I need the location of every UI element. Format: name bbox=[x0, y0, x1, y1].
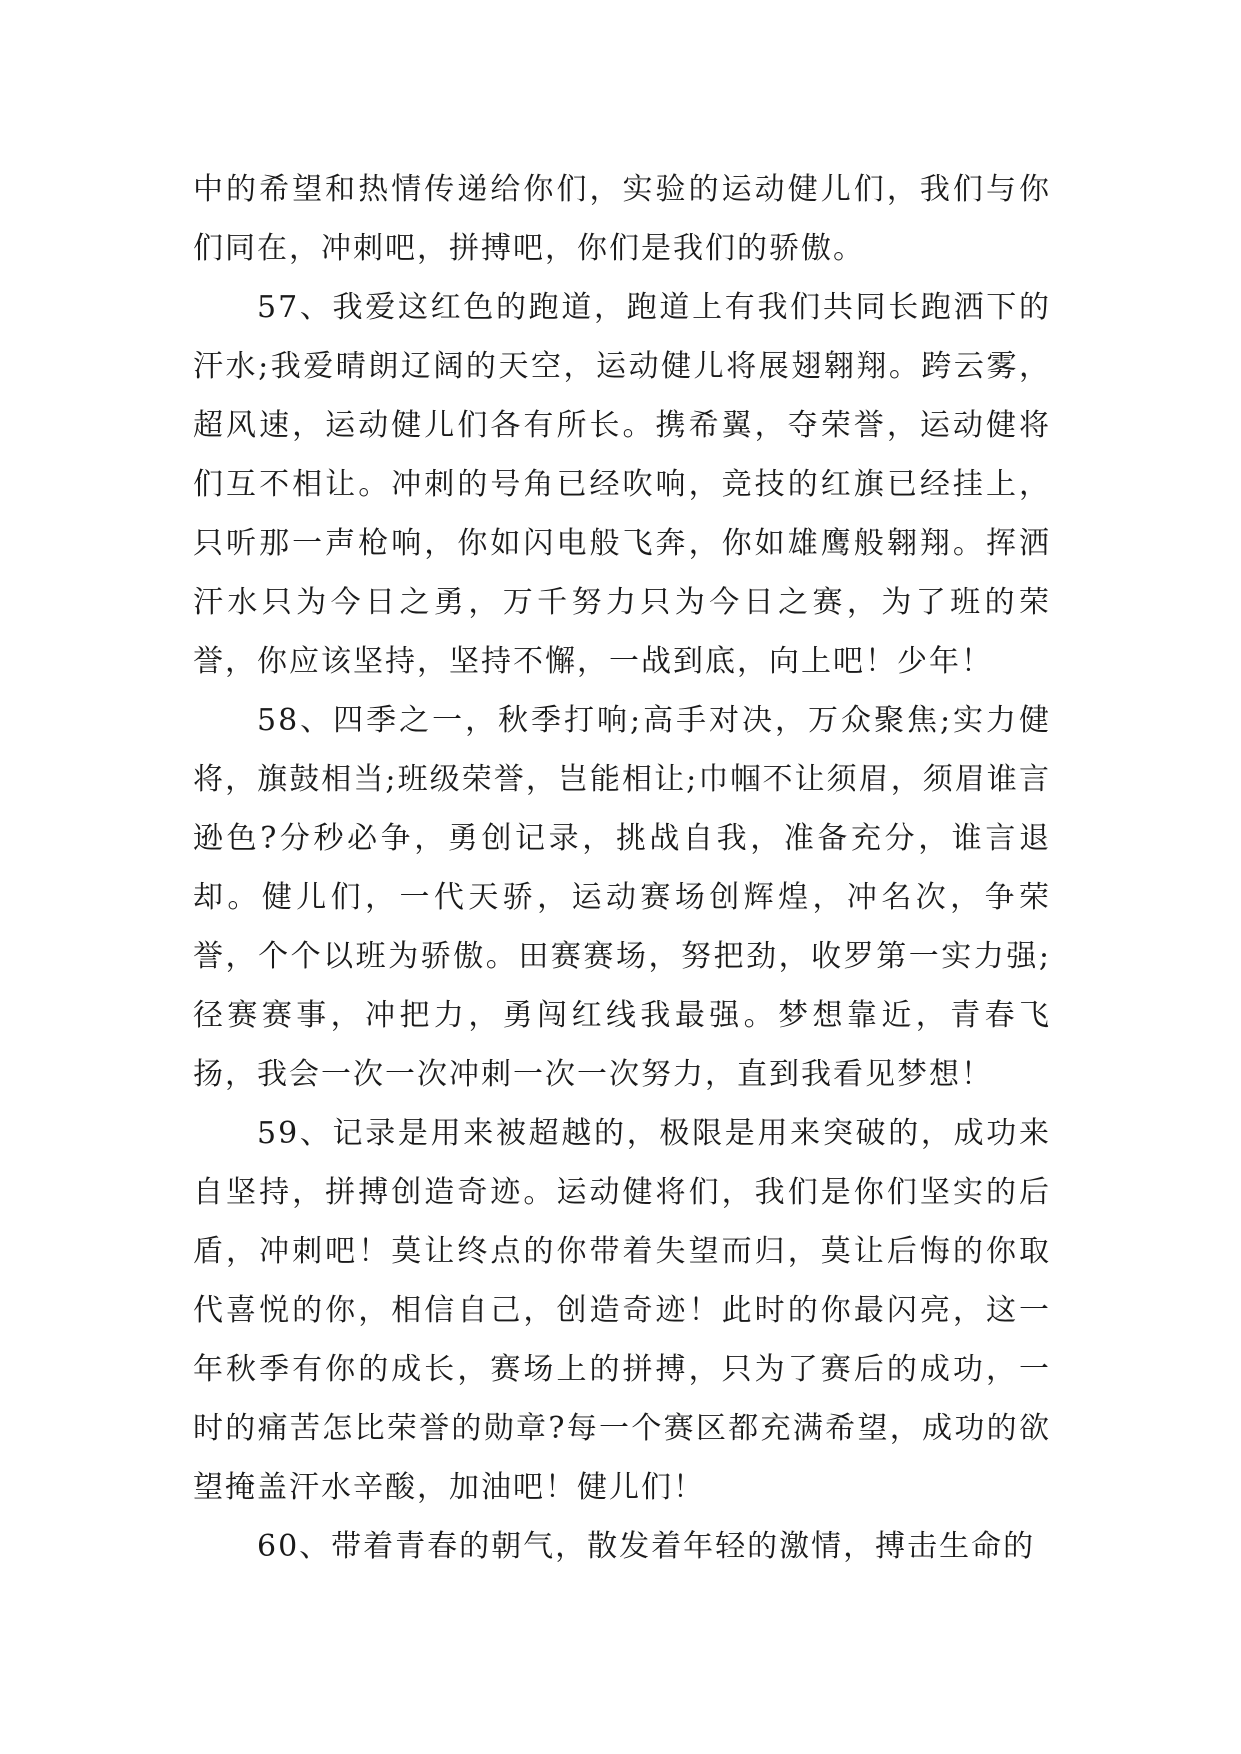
paragraph-60: 60、带着青春的朝气，散发着年轻的激情，搏击生命的 bbox=[257, 1529, 1036, 1564]
document-body bbox=[193, 160, 1051, 1576]
paragraph-57: 57、我爱这红色的跑道，跑道上有我们共同长跑洒下的汗水;我爱晴朗辽阔的天空，运动健儿将展翅翱翔。跨云雾，超风速，运动健儿们各有所长。携希翼，夺荣誉，运动健将们互不相让。冲刺的号角已经吹响，竞技的红旗已经挂上，只听那一声枪响，你如闪电般飞奔，你如雄鹰般翱翔。挥洒汗水只为今日之勇，万千努力只为今日之赛，为了班的荣誉，你应该坚持，坚持不懈，一战到底，向上吧！少年！ bbox=[193, 290, 1051, 679]
paragraph-59: 59、记录是用来被超越的，极限是用来突破的，成功来自坚持，拼搏创造奇迹。运动健将们，我们是你们坚实的后盾，冲刺吧！莫让终点的你带着失望而归，莫让后悔的你取代喜悦的你，相信自己，创造奇迹！此时的你最闪亮，这一年秋季有你的成长，赛场上的拼搏，只为了赛后的成功，一时的痛苦怎比荣誉的勋章?每一个赛区都充满希望，成功的欲望掩盖汗水辛酸，加油吧！健儿们！ bbox=[193, 1116, 1051, 1505]
paragraph-continuation: 中的希望和热情传递给你们，实验的运动健儿们，我们与你们同在，冲刺吧，拼搏吧，你们是我们的骄傲。 bbox=[193, 172, 1051, 266]
paragraph-58: 58、四季之一，秋季打响;高手对决，万众聚焦;实力健将，旗鼓相当;班级荣誉，岂能相让;巾帼不让须眉，须眉谁言逊色?分秒必争，勇创记录，挑战自我，准备充分，谁言退却。健儿们，一代天骄，运动赛场创辉煌，冲名次，争荣誉，个个以班为骄傲。田赛赛场，努把劲，收罗第一实力强;径赛赛事，冲把力，勇闯红线我最强。梦想靠近，青春飞扬，我会一次一次冲刺一次一次努力，直到我看见梦想！ bbox=[193, 703, 1051, 1092]
